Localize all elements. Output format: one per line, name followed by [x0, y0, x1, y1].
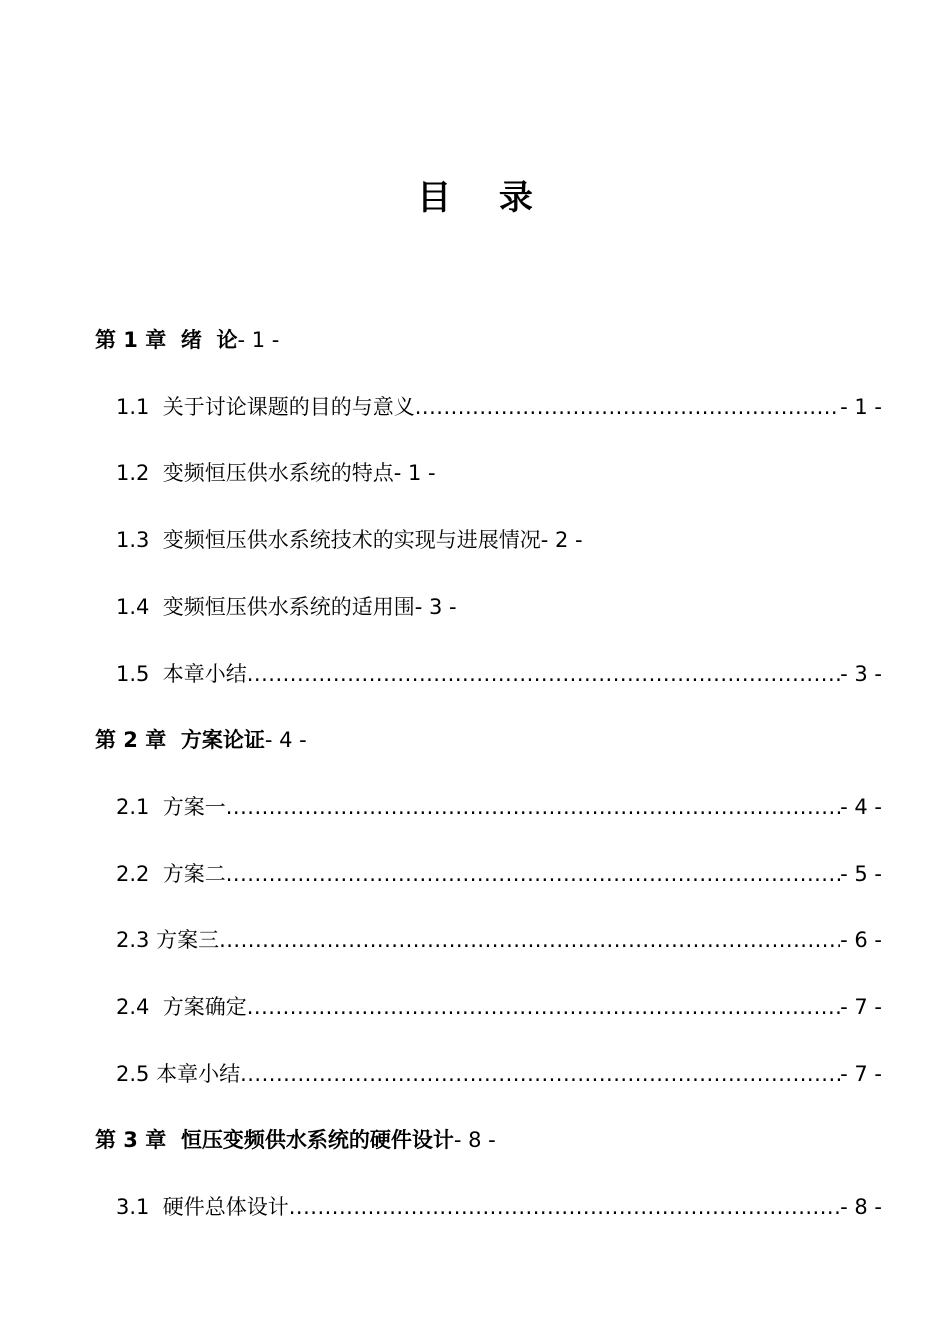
toc-chapter-entry[interactable] — [95, 718, 307, 762]
toc-entry-number: 1.5 — [116, 662, 163, 686]
toc-section-entry[interactable] — [116, 1052, 882, 1096]
toc-dot-leader — [289, 1185, 840, 1229]
toc-dot-leader — [240, 1052, 840, 1096]
toc-entry-title: 硬件总体设计 — [162, 1195, 289, 1219]
toc-dot-leader — [226, 785, 840, 829]
toc-dot-leader — [219, 918, 840, 962]
toc-entry-number: 1.2 — [116, 461, 163, 485]
toc-entry-title: 变频恒压供水系统的适用围 — [162, 595, 415, 619]
toc-entry-page-number: - 5 - — [840, 862, 882, 886]
toc-section-entry[interactable] — [116, 785, 882, 829]
toc-entry-title: 关于讨论课题的目的与意义 — [162, 395, 415, 419]
toc-entry-page-number: - 4 - — [264, 728, 307, 752]
toc-entry-page-number: - 7 - — [840, 1062, 882, 1086]
toc-entry-number: 第 1 章 — [95, 328, 181, 352]
toc-entry-number: 2.4 — [116, 995, 163, 1019]
toc-entry-title: 恒压变频供水系统的硬件设计 — [180, 1128, 454, 1152]
toc-section-entry[interactable] — [116, 518, 583, 562]
toc-section-entry[interactable] — [116, 585, 457, 629]
toc-chapter-entry[interactable] — [95, 318, 279, 362]
toc-entry-number: 1.1 — [116, 395, 163, 419]
toc-entry-title: 本章小结 — [156, 1062, 241, 1086]
toc-entry-page-number: - 6 - — [840, 928, 882, 952]
toc-section-entry[interactable] — [116, 918, 882, 962]
toc-entry-number: 2.5 — [116, 1062, 157, 1086]
toc-section-entry[interactable] — [116, 652, 882, 696]
toc-entry-title: 变频恒压供水系统的特点 — [162, 461, 394, 485]
toc-chapter-entry[interactable] — [95, 1118, 496, 1162]
toc-entry-number: 2.2 — [116, 862, 163, 886]
toc-entry-title: 变频恒压供水系统技术的实现与进展情况 — [162, 528, 541, 552]
toc-entry-title: 本章小结 — [162, 662, 247, 686]
toc-dot-leader — [226, 852, 840, 896]
toc-section-entry[interactable] — [116, 385, 882, 429]
toc-entry-page-number: - 3 - — [414, 595, 457, 619]
toc-entry-page-number: - 1 - — [393, 461, 436, 485]
toc-dot-leader — [247, 985, 840, 1029]
toc-entry-number: 第 3 章 — [95, 1128, 181, 1152]
toc-entry-number: 2.3 — [116, 928, 157, 952]
toc-section-entry[interactable] — [116, 852, 882, 896]
toc-entry-page-number: - 3 - — [840, 662, 882, 686]
toc-entry-page-number: - 2 - — [540, 528, 583, 552]
toc-entry-title: 方案确定 — [162, 995, 247, 1019]
toc-entry-title: 方案一 — [162, 795, 226, 819]
toc-entry-number: 1.4 — [116, 595, 163, 619]
toc-entry-title: 方案二 — [162, 862, 226, 886]
toc-section-entry[interactable] — [116, 985, 882, 1029]
toc-entry-page-number: - 7 - — [840, 995, 882, 1019]
toc-entry-page-number: - 1 - — [840, 395, 882, 419]
page-title: 目 录 — [417, 178, 551, 218]
toc-section-entry[interactable] — [116, 1185, 882, 1229]
toc-entry-page-number: - 4 - — [840, 795, 882, 819]
toc-entry-number: 第 2 章 — [95, 728, 181, 752]
toc-entry-title: 绪 论 — [180, 328, 238, 352]
toc-entry-number: 2.1 — [116, 795, 163, 819]
toc-entry-title: 方案论证 — [180, 728, 265, 752]
toc-entry-page-number: - 8 - — [453, 1128, 496, 1152]
toc-entry-title: 方案三 — [156, 928, 220, 952]
toc-entry-page-number: - 1 - — [237, 328, 280, 352]
toc-entry-number: 1.3 — [116, 528, 163, 552]
toc-entry-page-number: - 8 - — [840, 1195, 882, 1219]
toc-section-entry[interactable] — [116, 451, 436, 495]
toc-entry-number: 3.1 — [116, 1195, 163, 1219]
toc-dot-leader — [415, 385, 840, 429]
toc-dot-leader — [247, 652, 840, 696]
